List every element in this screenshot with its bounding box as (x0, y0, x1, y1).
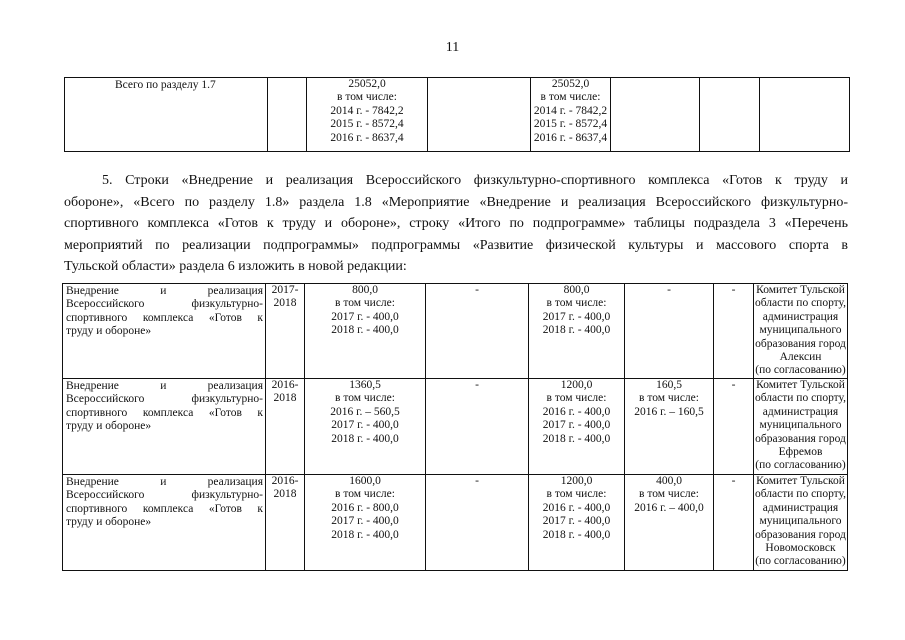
cell-line: 2018 г. - 400,0 (331, 432, 399, 445)
cell-line: Внедрение и реализация (66, 380, 263, 392)
cell-line: в том числе: (546, 392, 607, 405)
cell-line: 2016 г. - 400,0 (542, 405, 611, 418)
cell-line: труду и обороне» (66, 420, 152, 433)
cell-line: Всероссийского физкультурно- (66, 393, 263, 406)
table-cell (760, 78, 850, 152)
cell-line: 25052,0 (551, 78, 590, 90)
cell-line: спортивного комплекса «Готов к (66, 502, 263, 515)
cell-line: 2017- (271, 284, 299, 296)
body-paragraph (64, 170, 848, 278)
extra-cell: - (714, 284, 754, 379)
cell-line: 2016- (271, 475, 299, 487)
cell-line: 2014 г. - 7842,2 (330, 104, 404, 117)
cell-line: в том числе: (546, 488, 607, 501)
cell-line: области по спорту, (754, 297, 847, 310)
cell-line: Новомосковск (765, 542, 836, 555)
summary-regional-cell (531, 78, 611, 152)
cell-line: 400,0 (656, 475, 682, 487)
regional-cell (529, 284, 625, 379)
summary-table (64, 77, 850, 152)
paragraph-line: 5. Строки «Внедрение и реализация Всероссийского физкультурно-спортивного комплекса «Готов к труду и (102, 173, 848, 188)
cell-line: спортивного комплекса «Готов к (66, 311, 263, 324)
cell-line: в том числе: (337, 91, 397, 104)
cell-line: 2018 г. - 400,0 (542, 528, 611, 541)
cell-line: 2017 г. - 400,0 (542, 419, 611, 432)
cell-line: 2016 г. - 8637,4 (330, 131, 404, 144)
cell-line: (по согласованию) (755, 459, 846, 472)
cell-line: 1360,5 (349, 379, 381, 391)
cell-line: 2017 г. - 400,0 (331, 515, 399, 528)
cell-line: муниципального (759, 515, 842, 528)
cell-line: в том числе: (335, 488, 395, 501)
cell-line: Комитет Тульской (756, 284, 845, 296)
cell-line: 2015 г. - 8572,4 (330, 118, 404, 131)
cell-line: 2017 г. - 400,0 (331, 310, 399, 323)
cell-line: в том числе: (639, 392, 699, 405)
cell-line: 2016- (271, 379, 299, 391)
cell-line: - (667, 284, 671, 296)
cell-line: 2018 г. - 400,0 (542, 324, 611, 337)
years-cell (266, 284, 305, 379)
cell-line: (по согласованию) (755, 555, 846, 568)
cell-line: 1200,0 (560, 379, 593, 391)
cell-line: Комитет Тульской (756, 379, 845, 391)
local-cell (625, 284, 714, 379)
table-row (63, 475, 848, 571)
cell-line: администрация (762, 405, 839, 418)
total-cell (305, 379, 426, 475)
cell-line: администрация (762, 310, 839, 323)
extra-cell: - (714, 379, 754, 475)
cell-line: Алексин (779, 351, 822, 364)
regional-cell (529, 475, 625, 571)
summary-total-cell (307, 78, 428, 152)
activity-name-cell (63, 475, 266, 571)
cell-line: Всероссийского физкультурно- (66, 298, 263, 311)
cell-line: 160,5 (656, 379, 682, 391)
cell-line: области по спорту, (754, 392, 847, 405)
cell-line: 2016 г. – 400,0 (634, 501, 704, 514)
cell-line: в том числе: (335, 297, 395, 310)
federal-cell: - (426, 379, 529, 475)
cell-line: 2014 г. - 7842,2 (533, 104, 608, 117)
table-row (63, 379, 848, 475)
cell-line: труду и обороне» (66, 325, 152, 338)
cell-line: Комитет Тульской (756, 475, 845, 487)
responsible-cell (754, 284, 848, 379)
table-cell (428, 78, 531, 152)
summary-label: Всего по разделу 1.7 (65, 78, 268, 152)
cell-line: образования город (755, 528, 846, 541)
cell-line: 1600,0 (349, 475, 381, 487)
cell-line: спортивного комплекса «Готов к (66, 406, 263, 419)
cell-line: (по согласованию) (755, 364, 846, 377)
cell-line: в том числе: (540, 91, 601, 104)
cell-line: 2016 г. - 8637,4 (533, 131, 608, 144)
paragraph-line: обороне», «Всего по разделу 1.8» раздела 1.8 «Мероприятие «Внедрение и реализация Всероссийского физкультурно- (64, 194, 848, 210)
cell-line: Внедрение и реализация (66, 285, 263, 297)
table-row (65, 78, 850, 152)
cell-line: области по спорту, (754, 488, 847, 501)
cell-line: 2017 г. - 400,0 (542, 515, 611, 528)
cell-line: 2017 г. - 400,0 (542, 310, 611, 323)
responsible-cell (754, 475, 848, 571)
cell-line: 1200,0 (560, 475, 593, 487)
cell-line: 2017 г. - 400,0 (331, 419, 399, 432)
federal-cell: - (426, 475, 529, 571)
cell-line: Внедрение и реализация (66, 476, 263, 488)
activity-name-cell (63, 284, 266, 379)
cell-line: администрация (762, 501, 839, 514)
total-cell (305, 475, 426, 571)
cell-line: 2016 г. - 400,0 (542, 501, 611, 514)
cell-line: 2018 г. - 400,0 (331, 324, 399, 337)
cell-line: в том числе: (335, 392, 395, 405)
cell-line: 2016 г. – 560,5 (330, 405, 400, 418)
cell-line: в том числе: (546, 297, 607, 310)
paragraph-line: мероприятий по реализации подпрограммы» подпрограммы «Развитие физической культуры и массового спорта в (64, 237, 848, 253)
cell-line: Ефремов (778, 446, 823, 459)
cell-line: 2018 (273, 392, 297, 405)
total-cell (305, 284, 426, 379)
extra-cell: - (714, 475, 754, 571)
activities-table (62, 283, 848, 571)
paragraph-line: спортивного комплекса «Готов к труду и обороне», строку «Итого по подпрограмме» таблицы подраздела 3 «Перечень (64, 216, 848, 231)
paragraph-line: Тульской области» раздела 6 изложить в новой редакции: (64, 259, 407, 274)
cell-line: образования город (755, 432, 846, 445)
cell-line: труду и обороне» (66, 516, 152, 529)
cell-line: 2018 г. - 400,0 (331, 528, 399, 541)
local-cell (625, 379, 714, 475)
cell-line: 800,0 (563, 284, 590, 296)
cell-line: образования город (755, 337, 846, 350)
cell-line: 2016 г. - 800,0 (331, 501, 399, 514)
cell-line: муниципального (759, 324, 842, 337)
cell-line: 2018 (273, 297, 297, 310)
cell-line: 2015 г. - 8572,4 (533, 118, 608, 131)
cell-line: в том числе: (639, 488, 699, 501)
cell-line: 2018 г. - 400,0 (542, 432, 611, 445)
cell-line: 2018 (273, 488, 297, 501)
cell-line: Всероссийского физкультурно- (66, 489, 263, 502)
table-cell (611, 78, 700, 152)
regional-cell (529, 379, 625, 475)
cell-line: 2016 г. – 160,5 (634, 405, 704, 418)
responsible-cell (754, 379, 848, 475)
table-row (63, 284, 848, 379)
activity-name-cell (63, 379, 266, 475)
years-cell (266, 475, 305, 571)
table-cell (700, 78, 760, 152)
cell-line: 25052,0 (348, 78, 386, 90)
cell-line: 800,0 (352, 284, 378, 296)
federal-cell: - (426, 284, 529, 379)
page-number: 11 (445, 40, 460, 55)
cell-line: муниципального (759, 419, 842, 432)
local-cell (625, 475, 714, 571)
years-cell (266, 379, 305, 475)
table-cell (268, 78, 307, 152)
